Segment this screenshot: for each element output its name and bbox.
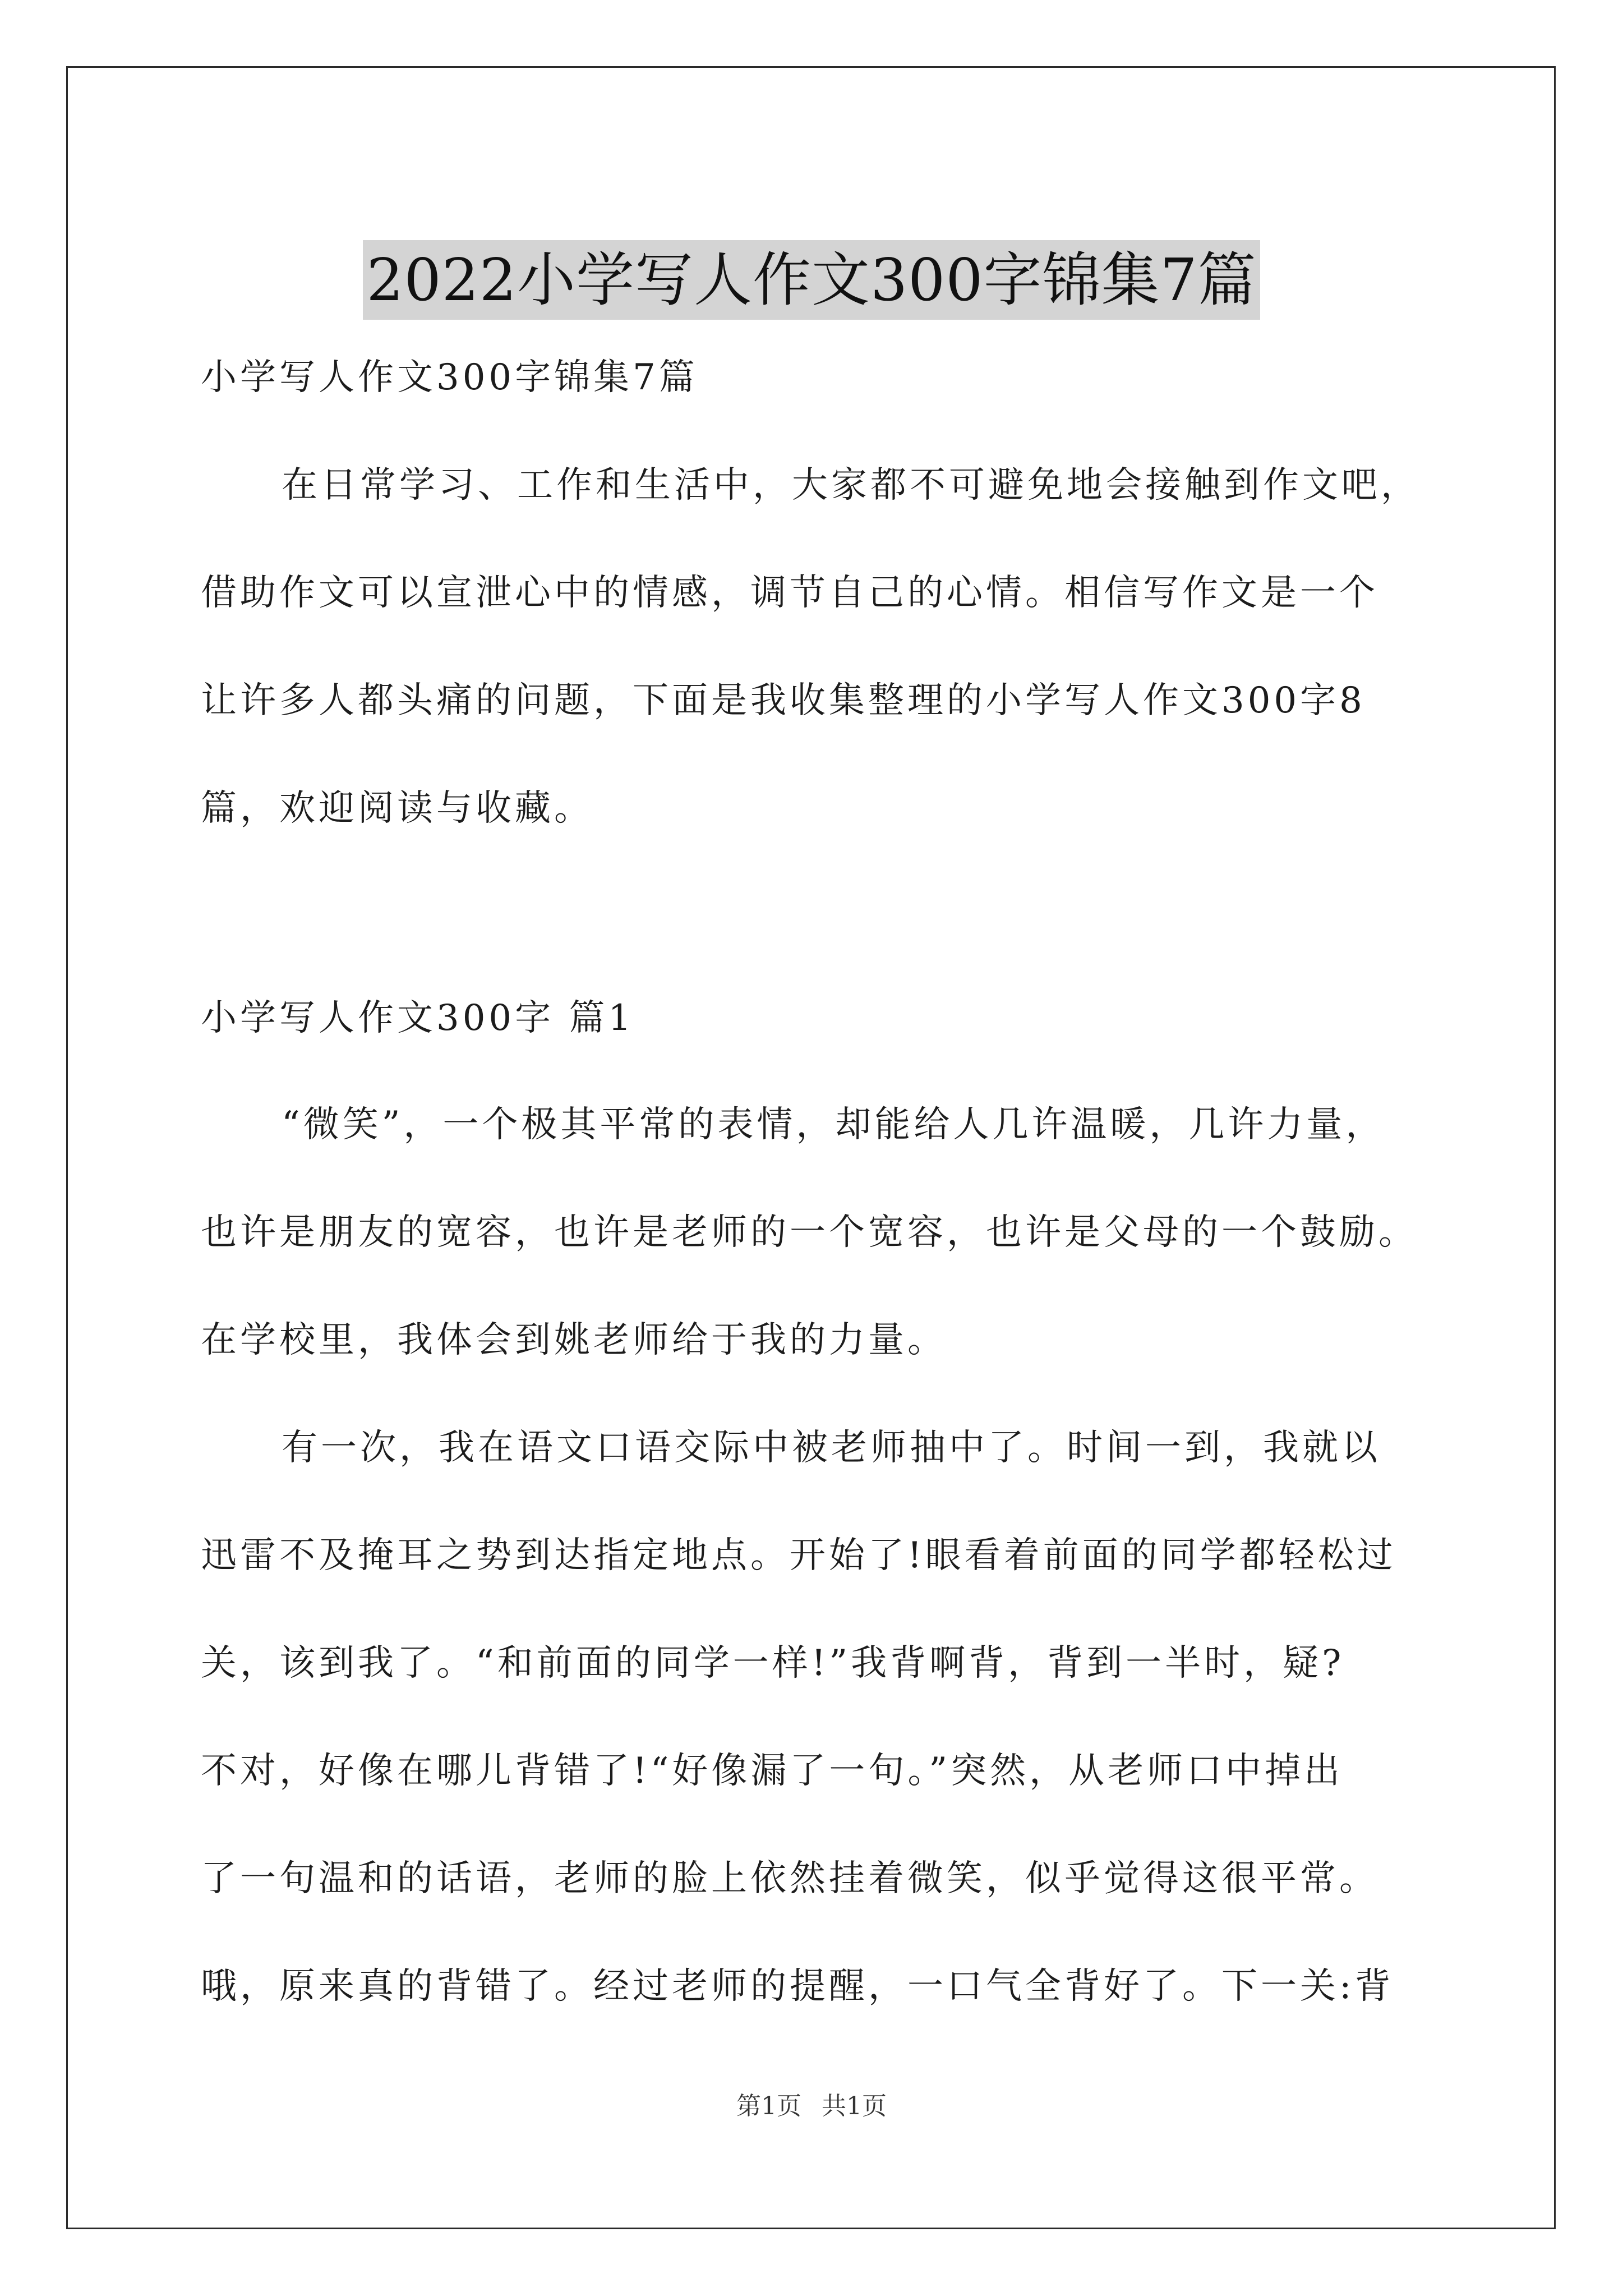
intro-line-2: 借助作文可以宣泄心中的情感，调节自己的心情。相信写作文是一个 — [201, 572, 1378, 614]
page-footer — [0, 2090, 1623, 2123]
page-total: 共1页 — [822, 2092, 887, 2120]
intro-line-3: 让许多人都头痛的问题，下面是我收集整理的小学写人作文300字8 — [201, 680, 1366, 721]
section-line-2: 也许是朋友的宽容，也许是老师的一个宽容，也许是父母的一个鼓励。 — [201, 1212, 1418, 1253]
section-line-7: 不对，好像在哪儿背错了!“好像漏了一句。”突然，从老师口中掉出 — [201, 1750, 1344, 1792]
section-line-6: 关，该到我了。“和前面的同学一样!”我背啊背，背到一半时，疑? — [201, 1642, 1345, 1684]
title-wrap — [0, 201, 1623, 358]
intro-line-1: 在日常学习、工作和生活中，大家都不可避免地会接触到作文吧， — [282, 464, 1420, 506]
section-heading: 小学写人作文300字 篇1 — [201, 997, 635, 1039]
section-line-9: 哦，原来真的背错了。经过老师的提醒，一口气全背好了。下一关:背 — [201, 1966, 1394, 2007]
intro-line-4: 篇，欢迎阅读与收藏。 — [201, 788, 593, 829]
section-line-4: 有一次，我在语文口语交际中被老师抽中了。时间一到，我就以 — [282, 1427, 1381, 1469]
section-line-5: 迅雷不及掩耳之势到达指定地点。开始了!眼看着前面的同学都轻松过 — [201, 1535, 1396, 1576]
section-line-8: 了一句温和的话语，老师的脸上依然挂着微笑，似乎觉得这很平常。 — [201, 1858, 1378, 1899]
document-subtitle: 小学写人作文300字锦集7篇 — [201, 357, 698, 398]
document-title: 2022小学写人作文300字锦集7篇 — [363, 240, 1260, 320]
page-number: 第1页 — [736, 2092, 801, 2120]
section-line-1: “微笑”，一个极其平常的表情，却能给人几许温暖，几许力量， — [282, 1104, 1385, 1145]
section-line-3: 在学校里，我体会到姚老师给于我的力量。 — [201, 1319, 947, 1361]
